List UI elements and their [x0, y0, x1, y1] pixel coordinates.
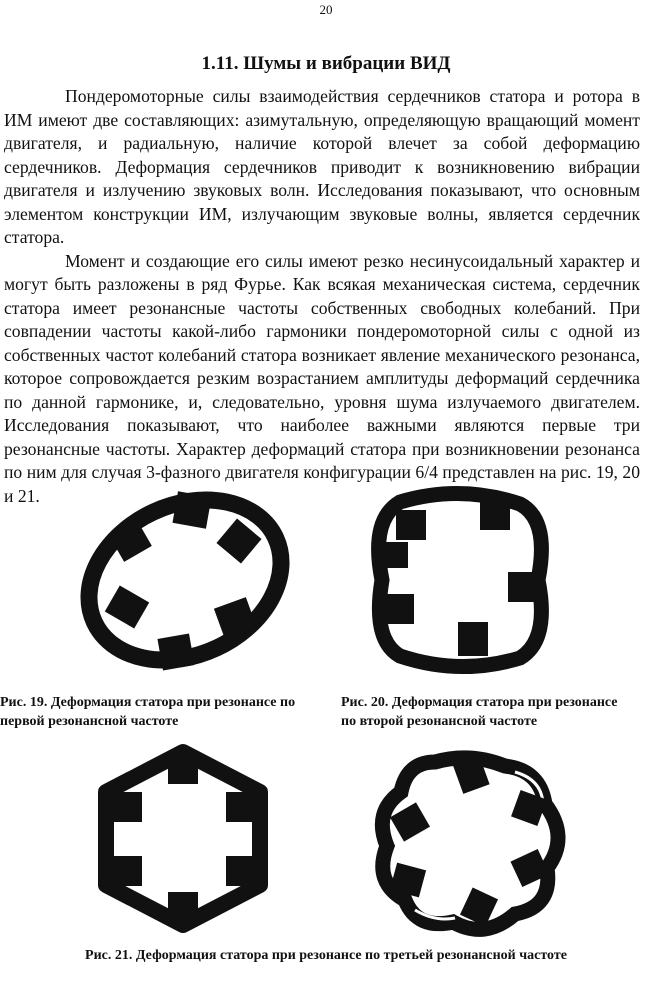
figure-21-flower — [365, 742, 575, 942]
figure-20-caption-line-2: по второй резонансной частоте — [341, 714, 538, 729]
section-title: 1.11. Шумы и вибрации ВИД — [201, 53, 451, 74]
body-text — [4, 85, 640, 508]
figure-20-caption-line-1: Рис. 20. Деформация статора при резонансе — [341, 695, 618, 710]
figure-21-caption: Рис. 21. Деформация статора при резонансе по третьей резонансной частоте — [85, 948, 567, 963]
figure-20-caption — [341, 693, 652, 731]
figure-19-caption-line-2: первой резонансной частоте — [0, 714, 179, 729]
paragraph-1: Пондеромоторные силы взаимодействия сердечников статора и ротора в ИМ имеют две составляющих: азимутальную, определяющую вращающий момент двигателя, и радиальную, наличие которой влечет за собой деформацию сердечников. Деформация сердечников приводит к возникновению вибрации двигателя и излучению звуковых волн. Исследования показывают, что основным элементом конструкции ИМ, излучающим звуковые волны, является сердечник статора. — [4, 86, 640, 247]
figure-21-hexagon-drawing — [88, 740, 278, 935]
paragraph-2: Момент и создающие его силы имеют резко несинусоидальный характер и могут быть разложены в ряд Фурье. Как всякая механическая система, сердечник статора имеет резонансные частоты собственных свободных колебаний. При совпадении частоты какой-либо гармоники пондеромоторной силы с одной из собственных частот колебаний статора возникает явление механического резонанса, которое сопровождается резким возрастанием амплитуды деформаций сердечника по данной гармонике, и, следовательно, уровня шума излучаемого двигателем. Исследования показывают, что наиболее важными являются первые три резонансные частоты. Характер деформаций статора при возникновении резонанса по ним для случая 3-фазного двигателя конфигурации 6/4 представлен на рис. 19, 20 и 21. — [4, 250, 640, 506]
figure-20 — [360, 480, 560, 680]
figure-21-flower-drawing — [365, 742, 575, 942]
figure-19-stator-drawing — [80, 480, 290, 680]
figure-21-hexagon — [88, 740, 278, 935]
page-number: 20 — [319, 2, 333, 17]
figure-19-caption-line-1: Рис. 19. Деформация статора при резонансе по — [0, 695, 296, 710]
figure-20-stator-drawing — [360, 480, 560, 680]
figure-19-caption — [0, 693, 330, 731]
figure-19 — [80, 480, 290, 680]
